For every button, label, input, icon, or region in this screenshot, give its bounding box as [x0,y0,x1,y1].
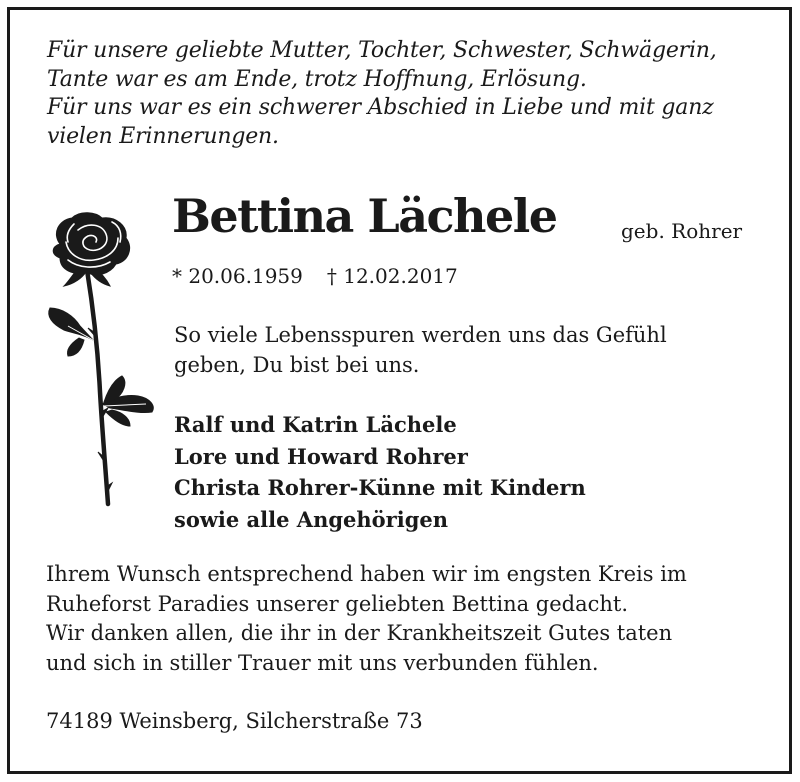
mourners-list [174,409,774,535]
quote-line: geben, Du bist bei uns. [174,353,420,377]
thanks-line: und sich in stiller Trauer mit uns verbunden fühlen. [46,650,599,675]
maiden-name: geb. Rohrer [621,219,743,243]
life-dates [172,262,458,290]
mourner: Christa Rohrer-Künne mit Kindern [174,475,586,500]
birth-date: * 20.06.1959 [172,264,303,288]
mourner: Lore und Howard Rohrer [174,443,468,469]
intro-line: Für unsere geliebte Mutter, Tochter, Schwester, Schwägerin, [47,38,717,63]
intro-text [47,37,767,151]
mourner: Ralf und Katrin Lächele [174,412,457,437]
thanks-line: Ihrem Wunsch entsprechend haben wir im engsten Kreis im [46,562,687,586]
intro-line: vielen Erinnerungen. [47,123,279,149]
thanks-text [46,560,776,678]
thanks-line: Wir danken allen, die ihr in der Krankheitszeit Gutes taten [46,621,673,645]
thanks-line: Ruheforst Paradies unserer geliebten Bettina gedacht. [46,591,629,616]
mourner: sowie alle Angehörigen [174,506,449,532]
rose-icon [38,212,158,512]
death-date: † 12.02.2017 [326,264,458,288]
intro-line: Für uns war es ein schwerer Abschied in Liebe und mit ganz [47,95,714,120]
deceased-name: Bettina Lächele [172,189,557,243]
quote-line: So viele Lebensspuren werden uns das Gefühl [174,323,667,347]
intro-line: Tante war es am Ende, trotz Hoffnung, Erlösung. [47,66,587,92]
memorial-quote [174,320,774,380]
address: 74189 Weinsberg, Silcherstraße 73 [46,709,423,733]
